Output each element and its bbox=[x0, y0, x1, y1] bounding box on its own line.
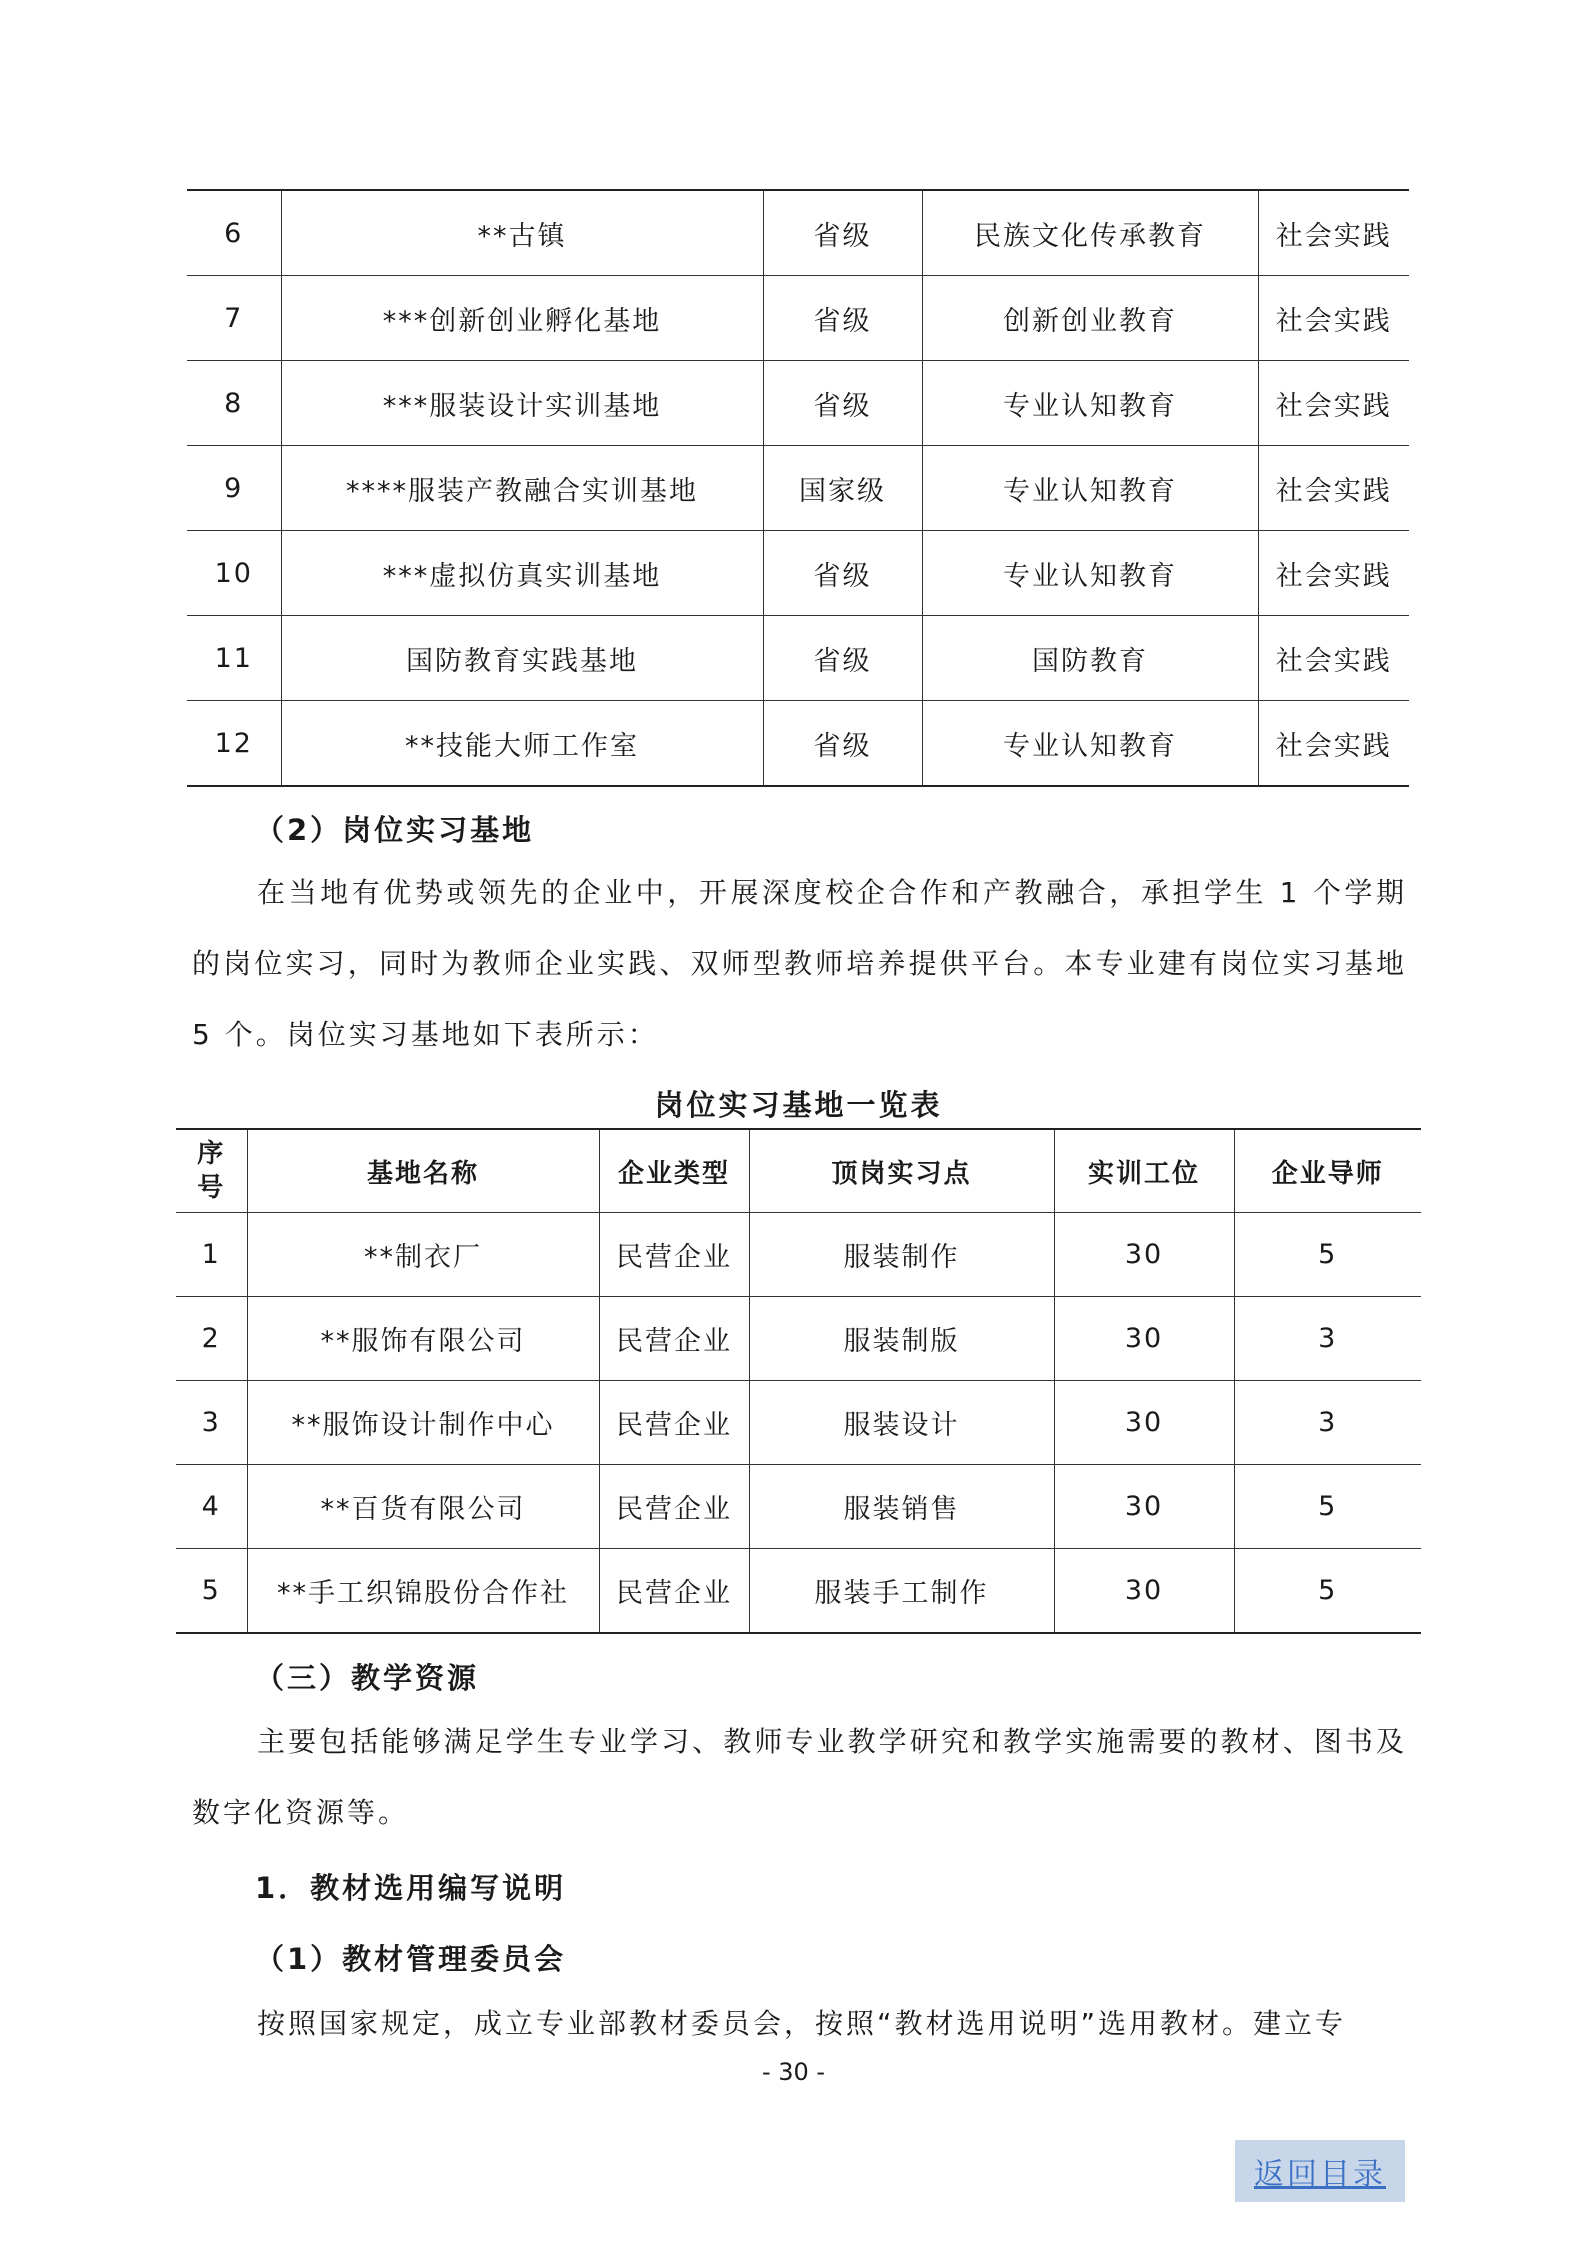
header-company-type: 企业类型 bbox=[599, 1129, 749, 1213]
base-name: **服饰设计制作中心 bbox=[247, 1381, 599, 1465]
resources-paragraph: 主要包括能够满足学生专业学习、教师专业教学研究和教学实施需要的教材、图书及数字化资源等。 bbox=[192, 1725, 1407, 1829]
training-stations: 30 bbox=[1054, 1297, 1234, 1381]
base-name: **服饰有限公司 bbox=[247, 1297, 599, 1381]
internship-position: 服装设计 bbox=[749, 1381, 1054, 1465]
row-number: 5 bbox=[176, 1549, 247, 1634]
education-type: 专业认知教育 bbox=[922, 701, 1258, 787]
base-category: 社会实践 bbox=[1258, 701, 1409, 787]
base-category: 社会实践 bbox=[1258, 616, 1409, 701]
base-name: ***创新创业孵化基地 bbox=[281, 276, 763, 361]
base-name: ***虚拟仿真实训基地 bbox=[281, 531, 763, 616]
sub-sub-heading-committee: （1）教材管理委员会 bbox=[255, 1942, 567, 1976]
internship-position: 服装手工制作 bbox=[749, 1549, 1054, 1634]
base-level: 国家级 bbox=[763, 446, 922, 531]
base-category: 社会实践 bbox=[1258, 276, 1409, 361]
base-level: 省级 bbox=[763, 616, 922, 701]
header-internship-position: 顶岗实习点 bbox=[749, 1129, 1054, 1213]
header-seq bbox=[176, 1129, 247, 1213]
table-caption: 岗位实习基地一览表 bbox=[654, 1088, 943, 1122]
base-name: **制衣厂 bbox=[247, 1213, 599, 1297]
base-level: 省级 bbox=[763, 701, 922, 787]
base-category: 社会实践 bbox=[1258, 531, 1409, 616]
company-mentors: 5 bbox=[1234, 1213, 1421, 1297]
row-number: 1 bbox=[176, 1213, 247, 1297]
education-type: 国防教育 bbox=[922, 616, 1258, 701]
page-number: - 30 - bbox=[761, 2058, 826, 2086]
table-row bbox=[187, 361, 1409, 446]
company-mentors: 3 bbox=[1234, 1297, 1421, 1381]
base-level: 省级 bbox=[763, 361, 922, 446]
education-type: 创新创业教育 bbox=[922, 276, 1258, 361]
base-category: 社会实践 bbox=[1258, 190, 1409, 276]
row-number: 3 bbox=[176, 1381, 247, 1465]
base-name: 国防教育实践基地 bbox=[281, 616, 763, 701]
table-row bbox=[176, 1297, 1421, 1381]
base-name: ****服装产教融合实训基地 bbox=[281, 446, 763, 531]
header-seq-line-2: 号 bbox=[197, 1173, 226, 1203]
header-base-name: 基地名称 bbox=[247, 1129, 599, 1213]
table-header-row bbox=[176, 1129, 1421, 1213]
row-number: 4 bbox=[176, 1465, 247, 1549]
table-row bbox=[187, 446, 1409, 531]
row-number: 8 bbox=[187, 361, 281, 446]
company-type: 民营企业 bbox=[599, 1549, 749, 1634]
education-type: 民族文化传承教育 bbox=[922, 190, 1258, 276]
committee-paragraph: 按照国家规定，成立专业部教材委员会，按照“教材选用说明”选用教材。建立专 bbox=[257, 2007, 1347, 2040]
company-mentors: 5 bbox=[1234, 1549, 1421, 1634]
base-name: ***服装设计实训基地 bbox=[281, 361, 763, 446]
base-category: 社会实践 bbox=[1258, 361, 1409, 446]
row-number: 12 bbox=[187, 701, 281, 787]
company-type: 民营企业 bbox=[599, 1465, 749, 1549]
base-level: 省级 bbox=[763, 276, 922, 361]
internship-position: 服装销售 bbox=[749, 1465, 1054, 1549]
header-seq-line-1: 序 bbox=[197, 1139, 226, 1169]
back-to-contents-button[interactable]: 返回目录 bbox=[1235, 2140, 1405, 2202]
company-type: 民营企业 bbox=[599, 1297, 749, 1381]
education-type: 专业认知教育 bbox=[922, 446, 1258, 531]
education-type: 专业认知教育 bbox=[922, 531, 1258, 616]
table-row bbox=[176, 1465, 1421, 1549]
base-name: **技能大师工作室 bbox=[281, 701, 763, 787]
company-mentors: 5 bbox=[1234, 1465, 1421, 1549]
internship-position: 服装制版 bbox=[749, 1297, 1054, 1381]
row-number: 11 bbox=[187, 616, 281, 701]
training-stations: 30 bbox=[1054, 1465, 1234, 1549]
base-name: **手工织锦股份合作社 bbox=[247, 1549, 599, 1634]
table-row bbox=[187, 701, 1409, 787]
section-heading-resources: （三）教学资源 bbox=[255, 1661, 480, 1695]
header-company-mentors: 企业导师 bbox=[1234, 1129, 1421, 1213]
company-mentors: 3 bbox=[1234, 1381, 1421, 1465]
internship-bases-table bbox=[176, 1128, 1421, 1634]
header-training-stations: 实训工位 bbox=[1054, 1129, 1234, 1213]
table-row bbox=[187, 190, 1409, 276]
base-category: 社会实践 bbox=[1258, 446, 1409, 531]
table-row bbox=[176, 1381, 1421, 1465]
row-number: 2 bbox=[176, 1297, 247, 1381]
company-type: 民营企业 bbox=[599, 1213, 749, 1297]
row-number: 9 bbox=[187, 446, 281, 531]
training-stations: 30 bbox=[1054, 1213, 1234, 1297]
row-number: 7 bbox=[187, 276, 281, 361]
training-stations: 30 bbox=[1054, 1549, 1234, 1634]
sub-heading-textbooks: 1．教材选用编写说明 bbox=[255, 1871, 567, 1905]
internship-position: 服装制作 bbox=[749, 1213, 1054, 1297]
section-heading-internship: （2）岗位实习基地 bbox=[255, 813, 535, 847]
base-name: **古镇 bbox=[281, 190, 763, 276]
social-practice-bases-table bbox=[187, 189, 1409, 787]
table-row bbox=[176, 1213, 1421, 1297]
internship-paragraph: 在当地有优势或领先的企业中，开展深度校企合作和产教融合，承担学生 1 个学期的岗位实习，同时为教师企业实践、双师型教师培养提供平台。本专业建有岗位实习基地 5 个。岗位实习基地如下表所示： bbox=[192, 876, 1407, 1051]
row-number: 6 bbox=[187, 190, 281, 276]
table-row bbox=[187, 616, 1409, 701]
company-type: 民营企业 bbox=[599, 1381, 749, 1465]
table-row bbox=[176, 1549, 1421, 1634]
training-stations: 30 bbox=[1054, 1381, 1234, 1465]
row-number: 10 bbox=[187, 531, 281, 616]
base-level: 省级 bbox=[763, 190, 922, 276]
table-row bbox=[187, 531, 1409, 616]
education-type: 专业认知教育 bbox=[922, 361, 1258, 446]
base-level: 省级 bbox=[763, 531, 922, 616]
base-name: **百货有限公司 bbox=[247, 1465, 599, 1549]
table-row bbox=[187, 276, 1409, 361]
